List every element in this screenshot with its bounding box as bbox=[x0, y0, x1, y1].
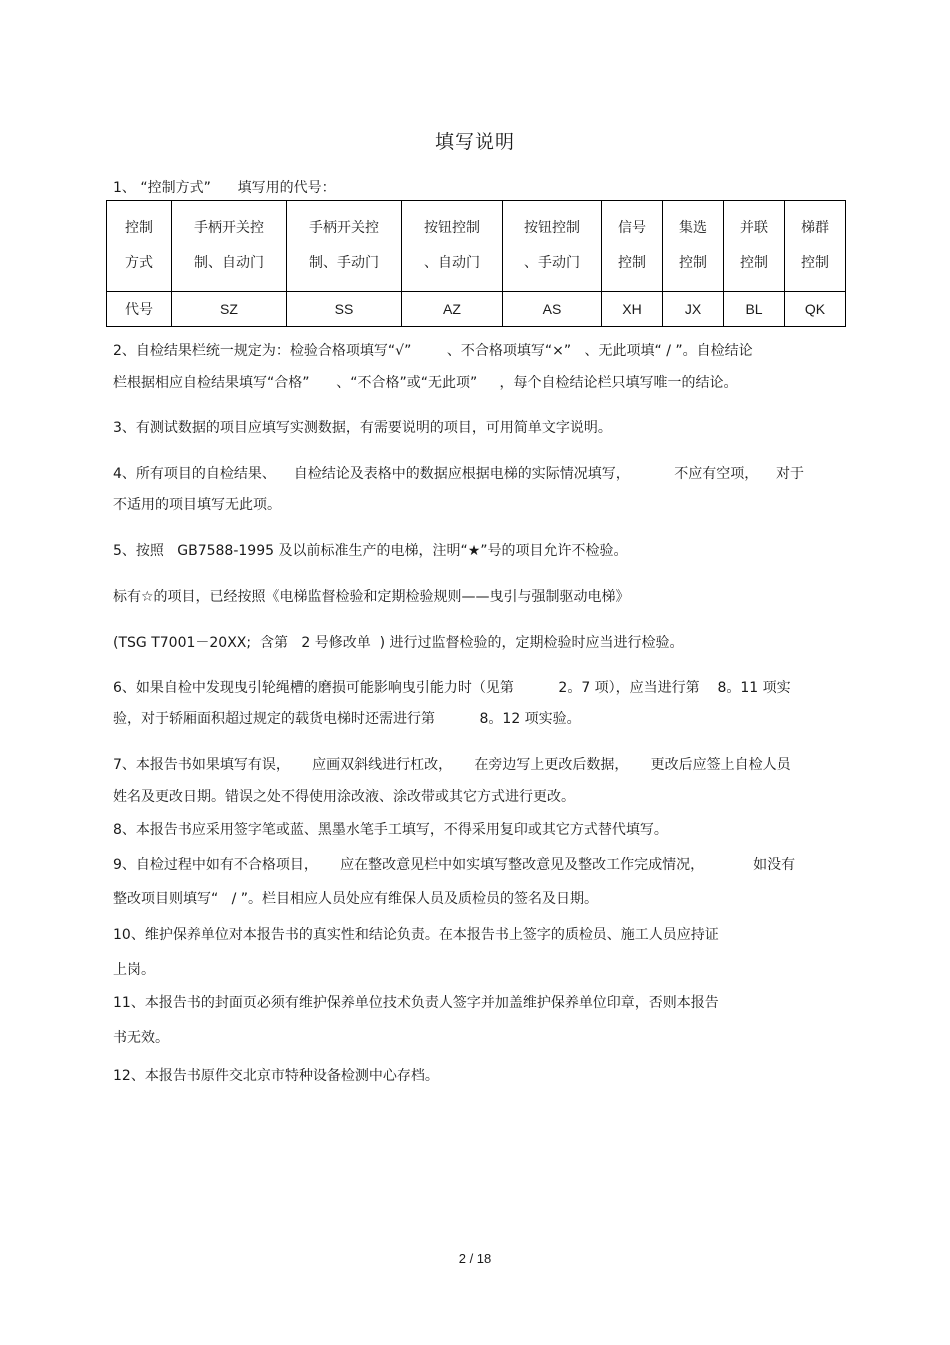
body-line: 4、所有项目的自检结果、 自检结论及表格中的数据应根据电梯的实际情况填写， 不应有空项， 对于 bbox=[113, 466, 805, 482]
header-cell: 集选 控制 bbox=[663, 201, 724, 292]
body-line: 标有☆的项目，已经按照《电梯监督检验和定期检验规则——曳引与强制驱动电梯》 bbox=[113, 589, 630, 605]
code-cell: QK bbox=[785, 292, 846, 327]
code-cell: SZ bbox=[172, 292, 287, 327]
table-code-row bbox=[107, 292, 846, 327]
header-cell: 手柄开关控 制、手动门 bbox=[287, 201, 402, 292]
body-line: 验，对于轿厢面积超过规定的载货电梯时还需进行第 8。12 项实验。 bbox=[113, 711, 581, 727]
header-cell: 信号 控制 bbox=[602, 201, 663, 292]
body-line: 7、本报告书如果填写有误， 应画双斜线进行杠改， 在旁边写上更改后数据， 更改后应签上自检人员 bbox=[113, 757, 791, 773]
code-cell: SS bbox=[287, 292, 402, 327]
code-cell: 代号 bbox=[107, 292, 172, 327]
code-cell: AS bbox=[503, 292, 602, 327]
code-cell: BL bbox=[724, 292, 785, 327]
body-line: 整改项目则填写“ / ”。栏目相应人员处应有维保人员及质检员的签名及日期。 bbox=[113, 891, 599, 907]
body-line: 6、如果自检中发现曳引轮绳槽的磨损可能影响曳引能力时（见第 2。7 项），应当进行第 8。11 项实 bbox=[113, 680, 791, 696]
body-line: 10、维护保养单位对本报告书的真实性和结论负责。在本报告书上签字的质检员、施工人员应持证 bbox=[113, 927, 719, 943]
code-cell: JX bbox=[663, 292, 724, 327]
body-line: 姓名及更改日期。错误之处不得使用涂改液、涂改带或其它方式进行更改。 bbox=[113, 789, 575, 805]
body-line: 3、有测试数据的项目应填写实测数据，有需要说明的项目，可用简单文字说明。 bbox=[113, 420, 612, 436]
header-cell: 按钮控制 、手动门 bbox=[503, 201, 602, 292]
header-cell: 按钮控制 、自动门 bbox=[402, 201, 503, 292]
item1-intro: 1、 “控制方式” 填写用的代号： bbox=[113, 180, 336, 196]
control-mode-table bbox=[106, 200, 846, 327]
body-line: (TSG T7001－20XX; 含第 2 号修改单 ) 进行过监督检验的，定期检验时应当进行检验。 bbox=[113, 635, 684, 651]
page-number: 2 / 18 bbox=[458, 1251, 492, 1266]
body-line: 2、自检结果栏统一规定为：检验合格项填写“√” 、不合格项填写“×” 、无此项填“ / ”。自检结论 bbox=[113, 343, 753, 359]
code-cell: XH bbox=[602, 292, 663, 327]
body-line: 栏根据相应自检结果填写“合格” 、“不合格”或“无此项” ，每个自检结论栏只填写唯一的结论。 bbox=[113, 375, 738, 391]
body-line: 11、本报告书的封面页必须有维护保养单位技术负责人签字并加盖维护保养单位印章，否则本报告 bbox=[113, 995, 719, 1011]
body-line: 5、按照 GB7588-1995 及以前标准生产的电梯，注明“★”号的项目允许不检验。 bbox=[113, 543, 628, 559]
body-line: 书无效。 bbox=[113, 1030, 169, 1046]
header-cell: 梯群 控制 bbox=[785, 201, 846, 292]
header-cell: 控制 方式 bbox=[107, 201, 172, 292]
body-line: 9、自检过程中如有不合格项目， 应在整改意见栏中如实填写整改意见及整改工作完成情况， 如没有 bbox=[113, 857, 796, 873]
body-line: 12、本报告书原件交北京市特种设备检测中心存档。 bbox=[113, 1068, 439, 1084]
body-line: 8、本报告书应采用签字笔或蓝、黑墨水笔手工填写，不得采用复印或其它方式替代填写。 bbox=[113, 822, 668, 838]
body-line: 不适用的项目填写无此项。 bbox=[113, 497, 281, 513]
page-title: 填写说明 bbox=[434, 131, 515, 153]
body-line: 上岗。 bbox=[113, 962, 155, 978]
header-cell: 手柄开关控 制、自动门 bbox=[172, 201, 287, 292]
header-cell: 并联 控制 bbox=[724, 201, 785, 292]
code-cell: AZ bbox=[402, 292, 503, 327]
table-header-row bbox=[107, 201, 846, 292]
